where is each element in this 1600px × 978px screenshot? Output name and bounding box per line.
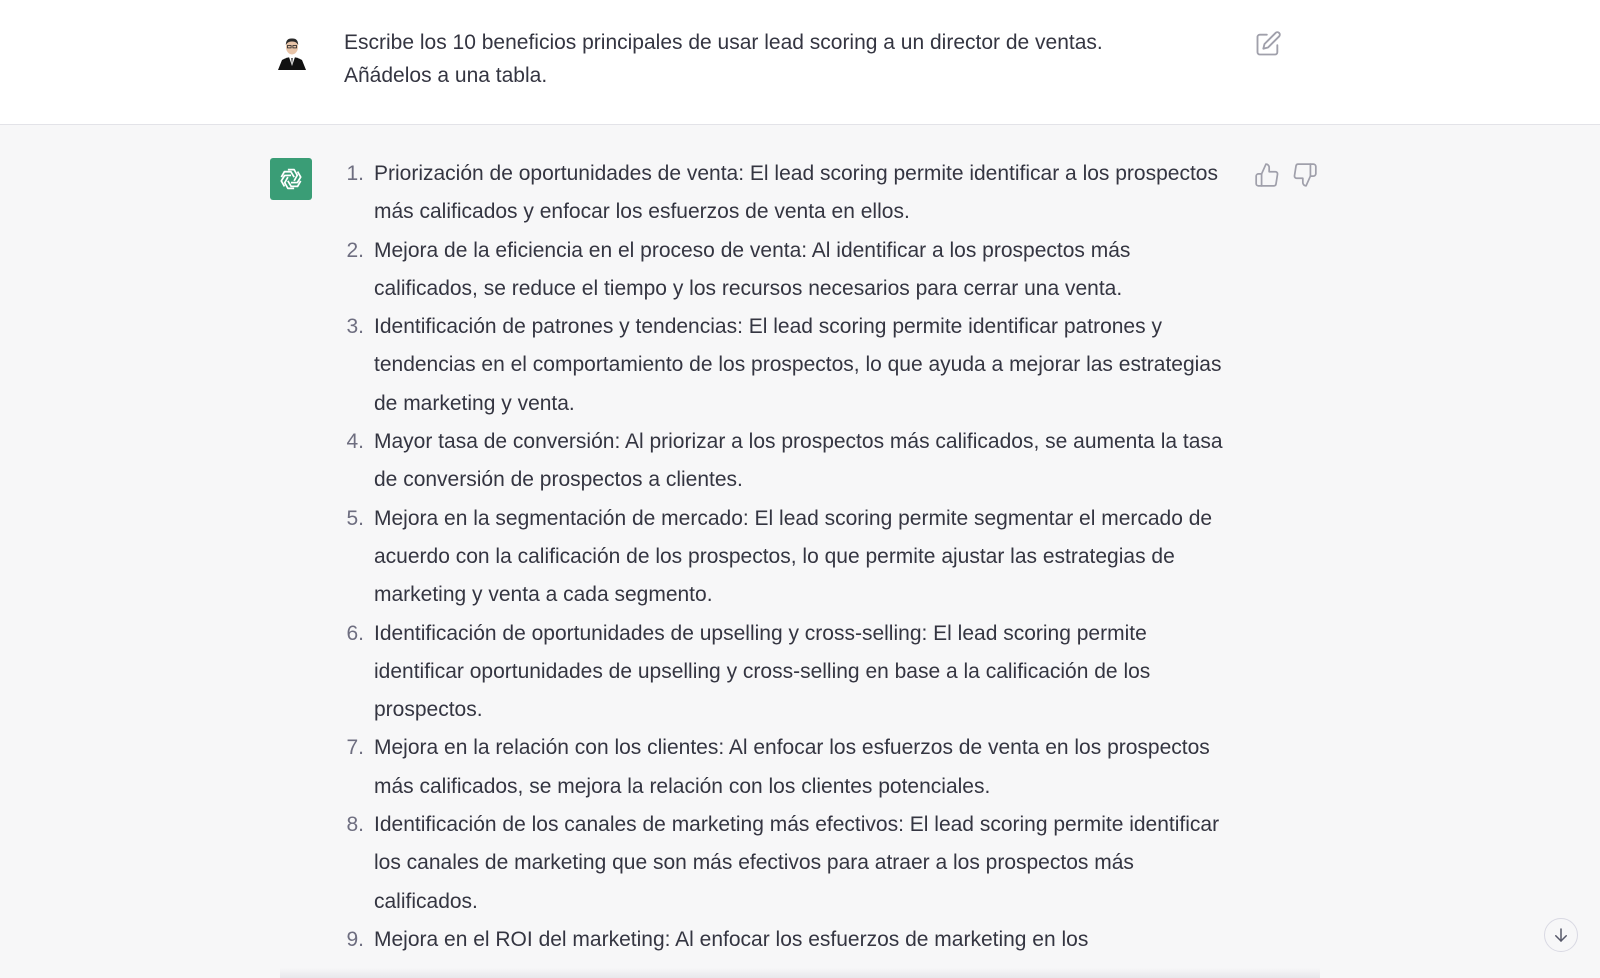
list-item-text: Identificación de patrones y tendencias: El lead scoring permite identificar patrones y tendencias en el comportamiento de los prospectos, lo que ayuda a mejorar las estrategias de marketing y venta. — [374, 315, 1222, 415]
list-item-number: 7. — [346, 736, 364, 760]
list-item-text: Identificación de oportunidades de upselling y cross-selling: El lead scoring permite identificar oportunidades de upselling y cross-selling en base a la calificación de los prospectos. — [374, 621, 1151, 722]
list-item-text: Mejora en la relación con los clientes: Al enfocar los esfuerzos de venta en los prospectos más calificados, se mejora la relación con los clientes potenciales. — [374, 736, 1210, 798]
list-item — [338, 500, 1238, 615]
thumbs-down-icon[interactable] — [1292, 162, 1318, 188]
list-item — [338, 729, 1238, 806]
openai-logo-icon — [270, 158, 312, 200]
arrow-down-icon[interactable] — [1544, 918, 1578, 952]
assistant-message-row — [0, 125, 1600, 978]
list-item-text: Priorización de oportunidades de venta: El lead scoring permite identificar a los prospectos más calificados y enfocar los esfuerzos de venta en ellos. — [374, 162, 1218, 224]
list-item — [338, 308, 1238, 423]
list-item-number: 6. — [346, 621, 364, 645]
list-item — [338, 423, 1238, 500]
list-item — [338, 232, 1238, 309]
user-message-line-1: Escribe los 10 beneficios principales de usar lead scoring a un director de ventas. — [344, 31, 1103, 54]
list-item-text: Mayor tasa de conversión: Al priorizar a los prospectos más calificados, se aumenta la tasa de conversión de prospectos a clientes. — [374, 430, 1223, 492]
list-item-text: Mejora de la eficiencia en el proceso de venta: Al identificar a los prospectos más calificados, se reduce el tiempo y los recursos necesarios para cerrar una venta. — [374, 238, 1131, 300]
list-item — [338, 806, 1238, 921]
user-avatar — [272, 30, 312, 70]
user-message-line-2: Añádelos a una tabla. — [344, 64, 548, 87]
list-item-number: 4. — [346, 430, 364, 454]
list-item-text: Mejora en el ROI del marketing: Al enfocar los esfuerzos de marketing en los — [374, 927, 1089, 951]
thumbs-up-icon[interactable] — [1254, 162, 1280, 188]
list-item-number: 1. — [346, 162, 364, 185]
list-item-text: Identificación de los canales de marketing más efectivos: El lead scoring permite identificar los canales de marketing que son más efectivos para atraer a los prospectos más calificados. — [374, 813, 1220, 913]
list-item-number: 8. — [346, 813, 364, 837]
benefits-list — [338, 155, 1238, 959]
user-message-row — [0, 0, 1600, 125]
list-item-number: 5. — [346, 506, 364, 530]
list-item — [338, 155, 1238, 232]
user-message-text — [344, 26, 1224, 92]
list-item-number: 2. — [346, 238, 364, 262]
list-item-number: 3. — [346, 315, 364, 339]
edit-icon[interactable] — [1254, 30, 1282, 58]
list-item-text: Mejora en la segmentación de mercado: El lead scoring permite segmentar el mercado de acuerdo con la calificación de los prospectos, lo que permite ajustar las estrategias de marketing y venta a cada segmento. — [374, 506, 1213, 607]
list-item-number: 9. — [346, 927, 364, 951]
list-item — [338, 921, 1238, 959]
list-item — [338, 615, 1238, 730]
bottom-fade — [280, 968, 1320, 978]
